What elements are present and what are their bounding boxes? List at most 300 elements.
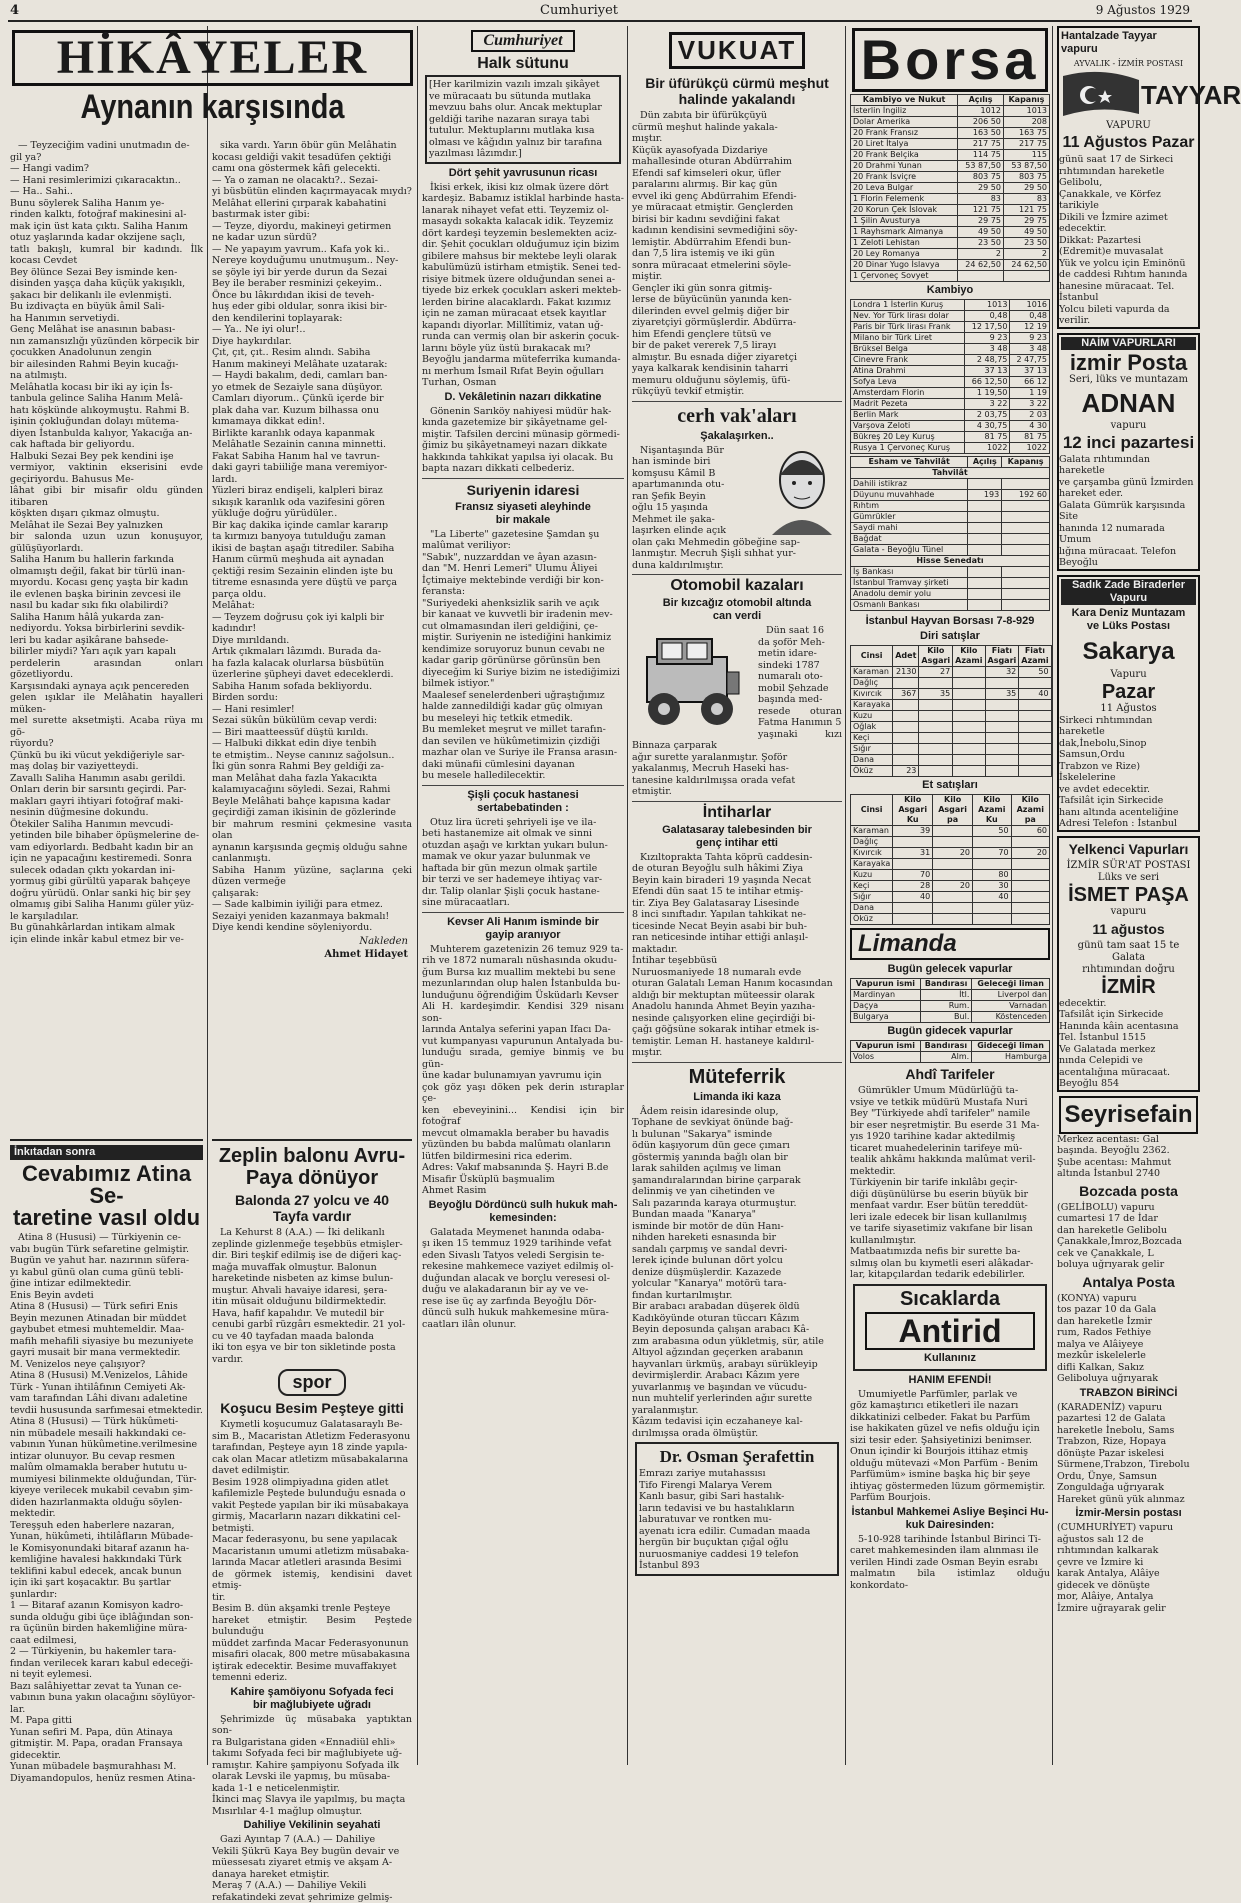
table-row bbox=[851, 578, 1050, 589]
table-header-cell: Adet bbox=[893, 646, 919, 667]
table-cell: Dağlıç bbox=[851, 678, 893, 689]
table-cell: 20 Frank İsviçre bbox=[851, 172, 958, 183]
table-row bbox=[851, 227, 1050, 238]
sisli-title: Şişli çocuk hastanesi sertabebatinden : bbox=[467, 788, 579, 814]
table-cell: Galata - Beyoğlu Tünel bbox=[851, 545, 968, 556]
table-cell: Paris bir Türk lirası Frank bbox=[851, 322, 965, 333]
table-row bbox=[851, 755, 1052, 766]
table-header-cell: Kilo Asgari pa bbox=[933, 795, 973, 826]
muteferrik-text: Âdem reisin idaresinde olup, Tophane de sevkiyat önünde bağ- lı bulunan "Sakarya" isminde ödün kaşıyorum dün gece çımarı göstermiş yanında bağlı olan bir larak sahilden açılmış ve liman şamandıralarından birine çarparak delinmiş ve yan cihetinden ve Salı pazarında karaya oturmuştur. Bundan maada "Kanarya" isminde bir motör de dün Hanı- nihden hareketi esnasında bir sandalı çarpmış ve sandal devri- lerek içinde bulunan dört yolcu denize düşmüşlerdir. Kazazede yolcular "Kanarya" motörü tara- fından kurtarılmıştır. Bir arabacı arabadan düşerek öldü Kadıköyünde oturan tüccarı Kâzım Beyin deposunda çalışan arabacı Kâ- zım arabasına odun yükletmiş, sür, atile Altıyol ağzından geçerken arabanın hayvanları ürkmüş, arabayı sürükleyip devirmişlerdir. Arabacı Kâzım yere yuvarlanmış ve başından ve vücudu- nun muhtelif yerlerinden ağır surette yaralanmıştır. Kâzım tedavisi için eczahaneye kal- dırılmışsa orada ölmüştür. bbox=[632, 1105, 824, 1439]
mahkeme-text: 5-10-928 tarihinde İstanbul Birinci Ti- caret mahkemesinden ilam alınması ile verilen Hindi zade Osman Beyin esrabı malmatın bila istimlaz olduğu konkordato- bbox=[850, 1533, 1050, 1591]
halk-intro: [Her karilmizin vazılı imzalı şikâyet ve müracaatı bu sütunda mutlaka mevzuu bahs olur. Ancak mektuplar geldiği tarihe nazaran sıraya tabi tutulur. Mektuplarını mutlaka kısa olması ve kâğıdın yalnız bir tarafına yazılması lâzımdır.] bbox=[429, 79, 603, 159]
table-cell: 28 bbox=[893, 881, 933, 892]
rule bbox=[422, 912, 624, 913]
gelecek-head bbox=[851, 979, 1050, 990]
kahire-text: Şehrimizde üç müsabaka yaptıktan son- ra Bulgaristana giden «Ennadiül ehli» takımı Sofyada feci bir mağlubiyete uğ- ramıştır. Kahire şampiyonu Sofyada ilk olarak Levski ile yapmış, bu müsaba- kada 1-1 e neticelenmiştir. İkinci maç Slavya ile yapılmış, bu maçta Mısırlılar 4-1 mağlup olmuştur. bbox=[212, 1713, 412, 1817]
table-cell: Cinevre Frank bbox=[851, 355, 965, 366]
table-cell: 2 03,75 bbox=[965, 410, 1010, 421]
et-body bbox=[851, 826, 1050, 925]
credit-label: Nakleden bbox=[359, 935, 408, 947]
esham-label: Tahvilât bbox=[851, 468, 1050, 479]
inkitad-kicker: İnkıtadan sonra bbox=[10, 1145, 203, 1160]
gelecek-title: Bugün gelecek vapurlar bbox=[887, 963, 1013, 975]
table-header-cell: Bandırası bbox=[920, 1041, 972, 1052]
table-cell bbox=[968, 479, 1002, 490]
table-cell: Anadolu demir yolu bbox=[851, 589, 968, 600]
table-row bbox=[851, 490, 1050, 501]
table-cell: 23 50 bbox=[958, 238, 1004, 249]
table-cell bbox=[953, 755, 985, 766]
table-cell: 0,48 bbox=[1010, 311, 1050, 322]
table-cell: Öküz bbox=[851, 766, 893, 777]
doctor-name: Dr. Osman Şerafettin bbox=[659, 1447, 815, 1466]
inkitad-article bbox=[10, 1135, 203, 1784]
shipping-ads-column bbox=[1057, 26, 1241, 1771]
sadik-name: Sakarya bbox=[1082, 637, 1175, 665]
yelkenci-text5: edecektir. Tafsilât için Sirkecide Hanında kâin acentasına Tel. İstanbul 1515 Ve Galatada merkez nında Celepidi ve acentalığına müracaat. Beyoğlu 854 bbox=[1059, 997, 1179, 1089]
table-cell: 83 bbox=[958, 194, 1004, 205]
table-cell bbox=[953, 711, 985, 722]
table-cell: Amsterdam Florin bbox=[851, 388, 965, 399]
otomobil-text: Dün saat 16 da şoför Meh- metin idare- sindeki 1787 numaralı oto- mobil Şehzade başında med- resede oturan Fatma Hanımın 5 yaşınaki kızı Binnaza çarparak ağır surette yaralanmıştır. Şoför yakalanmış, Mecruh Haseki has- tanesine kaldırılmışsa orada vefat etmiştir. bbox=[632, 625, 842, 797]
table-header-cell: Bandırası bbox=[920, 979, 972, 990]
column-rule bbox=[845, 26, 846, 1765]
table-row bbox=[851, 700, 1052, 711]
halk-sub1: Dört şehit yavrusunun ricası bbox=[448, 166, 598, 179]
table-cell bbox=[985, 766, 1019, 777]
th-esham: Esham ve Tahvilât bbox=[851, 457, 968, 468]
cerh-sub: Şakalaşırken.. bbox=[700, 429, 774, 442]
yelkenci-dest: İZMİR bbox=[1101, 975, 1156, 998]
table-cell bbox=[985, 700, 1019, 711]
spor-text: Kıymetli koşucumuz Galatasaraylı Be- sim B., Macaristan Atletizm Federasyonu tarafından, Peşteye ayın 18 zinde yapıla- cak olan Macar atletizm müsabakalarına davet edilmiştir. Besim 1928 olimpiyadına giden atlet kafilemizle Peştede bulunduğu esnada o vakit Peştede yapılan bir iki müsabakaya girmiş, Macarların nazarı dikkatini cel- betmişti. Macar federasyonu, bu sene yapılacak Macaristanın umumi atletizm müsabaka- larında Macar atletleri arasında Besimi de görmek istemiş, kendisini davet etmiş- tir. Besim B. dün akşamki trenle Peşteye hareket etmiştir. Besim Peştede bulunduğu müddet zarfında Macar Federasyonunun misafiri olacak, 800 metre müsabakasına iştirak edecektir. Besime muvaffakıyet temenni ederiz. bbox=[212, 1419, 412, 1683]
table-cell bbox=[973, 903, 1012, 914]
table-cell: 29 75 bbox=[958, 216, 1004, 227]
table-row bbox=[851, 194, 1050, 205]
th-kapanis: Kapanış bbox=[1002, 457, 1050, 468]
table-cell: Bükreş 20 Ley Kuruş bbox=[851, 432, 965, 443]
table-cell: 2 03 bbox=[1010, 410, 1050, 421]
yelkenci-text3: günü tam saat 15 te Galata bbox=[1077, 939, 1180, 963]
rule bbox=[422, 478, 624, 479]
esham-table bbox=[850, 456, 1050, 611]
table-cell: 1022 bbox=[965, 443, 1010, 454]
table-row bbox=[851, 1001, 1050, 1012]
table-cell: 32 bbox=[985, 667, 1019, 678]
table-cell: 1012 bbox=[958, 106, 1004, 117]
table-cell: 20 bbox=[933, 848, 973, 859]
table-cell bbox=[1002, 512, 1050, 523]
th-acilis: Açılış bbox=[968, 457, 1002, 468]
table-cell: Rıhtım bbox=[851, 501, 968, 512]
table-row bbox=[851, 117, 1050, 128]
table-cell: 114 75 bbox=[958, 150, 1004, 161]
antalya-title: Antalya Posta bbox=[1082, 1273, 1175, 1290]
hayvan-head bbox=[851, 646, 1052, 667]
borsa-title: Borsa bbox=[852, 28, 1048, 92]
column-rule bbox=[1052, 26, 1053, 1765]
rule bbox=[632, 574, 842, 575]
table-cell: 803 75 bbox=[1003, 172, 1049, 183]
table-cell: 1 19 bbox=[1010, 388, 1050, 399]
table-cell bbox=[1002, 479, 1050, 490]
table-cell bbox=[1019, 722, 1051, 733]
table-row bbox=[851, 249, 1050, 260]
table-header-cell: Fiatı Azami bbox=[1019, 646, 1051, 667]
table-cell: 53 87,50 bbox=[958, 161, 1004, 172]
et-head bbox=[851, 795, 1050, 826]
table-cell: 24 62,50 bbox=[1003, 260, 1049, 271]
antalya-text: (KONYA) vapuru tos pazar 10 da Gala dan hareketle İzmir rum, Rados Fethiye malya ve Alâiyeye mezkûr iskelelerle difli Kalkan, Sakız Geliboluya uğrıyarak bbox=[1057, 1292, 1159, 1384]
table-row bbox=[851, 271, 1050, 282]
gelecek-table bbox=[850, 978, 1050, 1023]
table-cell bbox=[973, 837, 1012, 848]
table-cell bbox=[953, 722, 985, 733]
table-cell bbox=[1019, 733, 1051, 744]
table-cell bbox=[893, 700, 919, 711]
table-cell bbox=[893, 678, 919, 689]
table-cell: 20 Frank Fransız bbox=[851, 128, 958, 139]
sadik-sub: Kara Deniz Muntazam ve Lüks Postası bbox=[1071, 606, 1186, 632]
table-cell: Keçi bbox=[851, 881, 893, 892]
table-cell: Hamburga bbox=[972, 1052, 1050, 1063]
muteferrik-sub: Limanda iki kaza bbox=[693, 1090, 781, 1103]
table-cell: Karayaka bbox=[851, 859, 893, 870]
table-cell: Sığır bbox=[851, 892, 893, 903]
table-cell: Madrit Pezeta bbox=[851, 399, 965, 410]
table-cell: Oğlak bbox=[851, 722, 893, 733]
table-cell: 121 75 bbox=[1003, 205, 1049, 216]
table-cell: İş Bankası bbox=[851, 567, 968, 578]
table-cell: 20 Ley Romanya bbox=[851, 249, 958, 260]
sadik-date: 11 Ağustos bbox=[1100, 702, 1157, 714]
story-text-2: sika vardı. Yarın öbür gün Melâhatin kocası geldiği vakit tesadüfen çektiği camı ona göstermek kâfi gelecekti. — Ya o zaman ne olacaktı?.. Sezai- yi büsbütün elinden kaçırmayacak mıydı? Melâhat ellerini çırparak kabahatini bastırmak ister gibi: — Teyze, diyordu, makineyi getirmen ne kadar uzun sürdü? — Ne yapayım yavrum.. Kafa yok ki.. Nereye koyduğumu unutmuşum.. Ney- se şöyle iyi bir yerde durun da Sezai Bey ile beraber resminizi çekeyim.. Önce bu lâkırdıdan ikisi de teveh- huş eder gibi oldular, sonra ikisi bir- den kendilerini toplayarak: — Ya.. Ne iyi olur!.. Diye haykırdılar. Çıt, çıt, çıt.. Resim alındı. Sabiha Hanım makineyi Melâhate uzatarak: — Haydi bakalım, dedi, camları ban- yo etmek de Sezaiyle sana düşüyor. Camları diyorum.. Çünkü içerde bir plak daha var. Kuzum bilhassa onu kımamaya dikkat edin!. Birlikte karanlık odaya kapanmak Melâhatle Sezainin canına minnetti. Fakat Sabiha Hanım hal ve tavrun- daki gayri tabiiliğe mana veremiyor- lardı. Yüzleri biraz endişeli, kalpleri biraz sıkışık karanlık oda vazifesini gören yükluğe doğru yürüdüler.. Bir kaç dakika içinde camlar kararıp ta kırmızı banyoya tutulduğu zaman ikisi de baştan aşağı titrediler. Sabiha Hanım cürmü meşhuda ait aynadan çektiği resim Sezainin elinden işte bu titreme esnasında yere düştü ve parça parça oldu. Melâhat: — Teyzem doğrusu çok iyi kalpli bir kadındır! Diye mırıldandı. Artık çıkmaları lâzımdı. Burada da- ha fazla kalacak olurlarsa büsbütün üzerlerine şüpheyi davet edeceklerdi. Sabiha Hanım sofada bekliyordu. Birden sordu: — Hani resimler! Sezai sükûn bükülüm cevap verdi: — Biri maatteessüf düştü kırıldı. — Halbuki dikkat edin diye tenbih te etmiştim.. Neyse canınız sağolsun.. İki gün sonra Rahmi Bey geldiği za- man Melâhat daha fazla Yakacıkta kalamıyacağını söyledi. Sezai, Rahmi Beyle Melâhati bahçe kapısına kadar geçirdiği zaman ikisinin de gözlerinde bir mahrum resmini çekmesine vasıta olan aynanın karşısında geçmiş olduğu sahne canlanmıştı. Sabiha Hanım yüzüne, saçlarına çeki düzen vermeğe çalışarak: — Sade kalbimin iyiliği para etmez. Sezaiyi yeniden kazanmaya bakmalı! Diye kendi kendine söyleniyordu. bbox=[212, 140, 412, 933]
cerh-text: Nişantaşında Bür han isminde biri komşusu Kâmil B apartımanında otu- ran Şefik Beyin oğlu 15 yaşında Mehmet ile şaka- laşırken elinde açık olan çakı Mehmedin göbeğine sap- lanmıştır. Mecruh Şişli sıhhat yur- duna kaldırılmıştır. bbox=[632, 444, 800, 571]
table-cell bbox=[1002, 567, 1050, 578]
table-cell: 20 Korun Çek İslovak bbox=[851, 205, 958, 216]
table-cell bbox=[933, 837, 973, 848]
table-cell: 163 50 bbox=[958, 128, 1004, 139]
table-header-cell: Geleceği liman bbox=[972, 979, 1050, 990]
table-cell: 803 75 bbox=[958, 172, 1004, 183]
table-row bbox=[851, 744, 1052, 755]
kambiyo2-table bbox=[850, 299, 1050, 454]
table-cell bbox=[893, 859, 933, 870]
table-cell: 3 22 bbox=[965, 399, 1010, 410]
table-cell: 2 bbox=[958, 249, 1004, 260]
limanda-title: Limanda bbox=[850, 928, 1050, 960]
table-cell: Rusya 1 Çervoneç Kuruş bbox=[851, 443, 965, 454]
table-cell bbox=[1011, 903, 1049, 914]
table-row bbox=[851, 501, 1050, 512]
table-cell bbox=[985, 755, 1019, 766]
table-row bbox=[851, 589, 1050, 600]
table-row bbox=[851, 722, 1052, 733]
table-cell: Kuzu bbox=[851, 711, 893, 722]
naim-date: 12 inci pazartesi bbox=[1062, 432, 1195, 452]
zeplin-subtitle: Balonda 27 yolcu ve 40 Tayfa vardır bbox=[234, 1192, 390, 1224]
hisse-label: Hisse Senedatı bbox=[851, 556, 1050, 567]
table-row bbox=[851, 534, 1050, 545]
issue-date: 9 Ağustos 1929 bbox=[1095, 3, 1190, 17]
zeplin-spor bbox=[212, 1135, 412, 1903]
table-cell: 4 30,75 bbox=[965, 421, 1010, 432]
table-cell: 1022 bbox=[1010, 443, 1050, 454]
table-cell bbox=[1011, 892, 1049, 903]
table-cell bbox=[968, 523, 1002, 534]
table-cell bbox=[1002, 600, 1050, 611]
sadik-sub2: Vapuru bbox=[1110, 668, 1147, 680]
table-cell: 12 17,50 bbox=[965, 322, 1010, 333]
hanim-text: Umumiyetle Parfümler, parlak ve göz kamaştırıcı etiketleri ile nazarı dikkatinizi celbeder. Fakat bu Parfüm ise hakikaten güzel ve nefis olduğu için sizi tesir eder. Şahsiyetinizi benimser. Onun içindir ki Bourjois ittihaz etmiş olduğu mütevazi «Mon Parfüm - Benim Parfümüm» ismine başka hiç bir şeye ihtiyaç göstermeden lüzum görmemiştir. Parfüm Bourjois. bbox=[850, 1388, 1046, 1503]
suriye-subtitle: Fransız siyaseti aleyhinde bir makale bbox=[455, 500, 591, 526]
table-cell bbox=[1002, 501, 1050, 512]
ahdi-text: Gümrükler Umum Müdürlüğü ta- vsiye ve tetkik müdürü Mustafa Nuri Bey "Türkiyede ahdî tarifeler" namile bir eser neşretmiştir. Bu eserde 31 Ma- yıs 1920 tarihine kadar aktedilmiş ticaret muahedelerinin tarifeye mü- tealik ahkâmı hakkında malûmat veril- mektedir. Türkiyenin bir tarife inkılâbı geçir- diği düşünülürse bu eserin büyük bir menfaat vardır. Eser bütün tereddüt- leri izale edecek bir lisan kullanılmış ve tarife siyasetimiz vakıfane bir lisan kullanılmıştır. Matbaatımızda nefis bir surette ba- sılmış olan bu kıymetli eseri alâkadar- lar, kitapçılardan tedarik edebilirler. bbox=[850, 1085, 1040, 1280]
table-row bbox=[851, 106, 1050, 117]
table-cell: 121 75 bbox=[958, 205, 1004, 216]
trabzon-text: (KARADENİZ) vapuru pazartesi 12 de Galata hareketle İnebolu, Sams Trabzon, Rize, Hopaya dönüşte Pazar iskelesi Sürmene,Trabzon, Tirebolu Ordu, Ünye, Samsun Zonguldağa uğrıyarak Hareket günü yük alınmaz bbox=[1057, 1401, 1190, 1505]
table-header-cell: Cinsi bbox=[851, 646, 893, 667]
column-rule bbox=[417, 26, 418, 1765]
et-title: Et satışları bbox=[922, 779, 978, 791]
yelkenci-text2: vapuru bbox=[1110, 905, 1147, 917]
table-cell: Karaman bbox=[851, 826, 893, 837]
table-row bbox=[851, 512, 1050, 523]
kambiyo2-body bbox=[851, 300, 1050, 454]
otomobil-sub: Bir kızcağız otomobil altında can verdi bbox=[662, 597, 812, 622]
table-row bbox=[851, 914, 1050, 925]
table-cell: 367 bbox=[893, 689, 919, 700]
trabzon-title: TRABZON BİRİNCİ bbox=[1079, 1386, 1178, 1399]
table-cell bbox=[933, 914, 973, 925]
table-cell bbox=[985, 733, 1019, 744]
table-row bbox=[851, 344, 1050, 355]
table-cell: 217 75 bbox=[958, 139, 1004, 150]
table-cell bbox=[1002, 578, 1050, 589]
antirid-title: Sıcaklarda bbox=[899, 1287, 1001, 1310]
table-cell bbox=[1019, 700, 1051, 711]
table-cell: Dağlıç bbox=[851, 837, 893, 848]
table-row bbox=[851, 300, 1050, 311]
hanim-title: HANIM EFENDİ! bbox=[908, 1373, 992, 1386]
table-cell: 40 bbox=[973, 892, 1012, 903]
table-cell: Rum. bbox=[920, 1001, 972, 1012]
table-row bbox=[851, 150, 1050, 161]
table-cell: Sığır bbox=[851, 744, 893, 755]
yelkenci-text1: Lüks ve seri bbox=[1097, 871, 1160, 883]
table-cell bbox=[968, 545, 1002, 556]
section-title: HİKÂYELER bbox=[12, 30, 413, 86]
table-cell bbox=[919, 744, 953, 755]
sadik-title: Sadık Zade Biraderler Vapuru bbox=[1061, 579, 1196, 605]
table-cell: 1016 bbox=[1010, 300, 1050, 311]
table-header-cell: Vapurun ismi bbox=[851, 1041, 921, 1052]
table-header-cell: Vapurun ismi bbox=[851, 979, 921, 990]
spor-title: Koşucu Besim Peşteye gitti bbox=[220, 1400, 404, 1416]
table-cell: Nev. Yor Türk lirası dolar bbox=[851, 311, 965, 322]
table-row bbox=[851, 366, 1050, 377]
intihar-sub: Galatasaray talebesinden bir genç intihar etti bbox=[662, 823, 812, 849]
table-row bbox=[851, 881, 1050, 892]
table-cell: 20 Liret İtalya bbox=[851, 139, 958, 150]
table-cell: Öküz bbox=[851, 914, 893, 925]
vukuat-logo: VUKUAT bbox=[669, 32, 805, 69]
table-cell: 2 bbox=[1003, 249, 1049, 260]
table-row bbox=[851, 837, 1050, 848]
table-cell: 20 Dinar Yugo İslavya bbox=[851, 260, 958, 271]
otomobil-title: Otomobil kazaları bbox=[670, 577, 804, 594]
muteferrik-title: Müteferrik bbox=[688, 1065, 786, 1088]
table-cell bbox=[1019, 678, 1051, 689]
gelecek-body bbox=[851, 990, 1050, 1023]
beyoglu-text: Galatada Meymenet hanında odaba- şı iken 15 temmuz 1929 tarihinde vefat eden Sivaslı Tatyos veledi Sergisin te- rekesine mahkemece vaziyet edilmiş ol- duğundan alacak ve borçlu veresesi ol- duğu ve alakadaranın bir ay ve ve- rese ise üç ay zarfında Beyoğlu Dör- düncü sulh hukuk mahkemesine müra- caatları ilân olunur. bbox=[422, 1226, 614, 1330]
table-cell bbox=[958, 271, 1004, 282]
table-cell: 24 62,50 bbox=[958, 260, 1004, 271]
table-cell bbox=[933, 870, 973, 881]
table-cell bbox=[893, 711, 919, 722]
table-header-cell: Kilo Azami Ku bbox=[973, 795, 1012, 826]
table-row bbox=[851, 128, 1050, 139]
halk-text2: Gönenin Sarıköy nahiyesi müdür hak- kında gazetemize bir şikâyetname gel- miştir. Tafsilen dercini münasip görmedi- ğimiz bu şikâyetnameyi nazarı dikkate hakkında tahkikat yapılsa iyi olacak. Bu bapta nazarı dikkati celbederiz. bbox=[422, 405, 620, 474]
naim-title: NAİM VAPURLARI bbox=[1061, 337, 1196, 350]
table-cell: Londra 1 İsterlin Kuruş bbox=[851, 300, 965, 311]
table-row bbox=[851, 567, 1050, 578]
ufurukcu-title: Bir üfürükçü cürmü meşhut halinde yakalandı bbox=[645, 75, 829, 107]
ufurukcu-text: Dün zabıta bir üfürükçüyü cürmü meşhut halinde yakala- mıştır. Küçük ayasofyada Dizdariye mahallesinde oturan Abdürrahim Efendi saf kimseleri okur, üfler paralarını alırmış. Bir kaç gün evvel iki genç Abdürrahim Efendi- ye müracaat etmiştir. Gençlerden birisi bir kadını sevdiğini fakat kadının kendisini sevmediğini söy- lemiştir. Abdürrahim Efendi bun- dan 7,5 lira istemiş ve iki gün sonra müracaat etmelerini söyle- miştir. Gençler iki gün sonra gitmiş- lerse de büyücünün yanında ken- dilerinden evvel gelmiş diğer bir ziyaretçiyi görmüşlerdir. Abdürra- him Efendi gençlere tütsü ve bir de paket vererek 7,5 lirayı almıştır. Bu esnada diğer ziyaretçi yaya kalkarak kendisinin taharri memuru olduğunu söylemiş, üfü- rükçüyü tevkif etmiştir. bbox=[632, 110, 798, 397]
table-cell: Alm. bbox=[920, 1052, 972, 1063]
gidecek-head bbox=[851, 1041, 1050, 1052]
naim-name: ADNAN bbox=[1081, 387, 1176, 418]
table-cell bbox=[953, 766, 985, 777]
sadik-day: Pazar bbox=[1101, 680, 1156, 703]
table-cell: İtl. bbox=[920, 990, 972, 1001]
table-row bbox=[851, 172, 1050, 183]
table-cell: 27 bbox=[919, 667, 953, 678]
table-cell: 50 bbox=[973, 826, 1012, 837]
table-cell: 1 Çervoneç Sovyet bbox=[851, 271, 958, 282]
table-row bbox=[851, 377, 1050, 388]
halk-logo: Cumhuriyet bbox=[471, 30, 574, 52]
table-cell bbox=[1002, 523, 1050, 534]
table-row bbox=[851, 322, 1050, 333]
table-cell: 20 bbox=[933, 881, 973, 892]
table-row bbox=[851, 355, 1050, 366]
table-cell: Kıvırcık bbox=[851, 848, 893, 859]
bozcada-text: (GELİBOLU) vapuru cumartesi 17 de İdar dan hareketle Gelibolu Çanakkale,İmroz,Bozcada cek ve Çanakkale, L boluya uğrıyarak gelir bbox=[1057, 1201, 1183, 1270]
halk-sutunu-column bbox=[422, 26, 624, 1766]
table-cell bbox=[1019, 766, 1051, 777]
table-cell bbox=[919, 711, 953, 722]
table-cell: 60 bbox=[1011, 826, 1049, 837]
intihar-text: Kızıltoprakta Tahta köprü caddesin- de oturan Beyoğlu sulh hâkimi Ziya Beyin kain biraderi 19 yaşında Necat Efendi dün saat 15 te intihar etmiş- tir. Ziya Bey Galatasaray Lisesinde 8 inci sınıftadır. Yapılan tahkikat ne- ticesinde Necat Beyin asabi bir buh- ran neticesinde intihar ettiği anlaşıl- maktadır. İntihar teşebbüsü Nuruosmaniyede 18 numaralı evde oturan Galatalı Leman Hanım kocasından aldığı bir mektuptan müteessir olarak Anadolu hanında Ahmet Beyin yazıha- nesinde çalışyorken eline geçirdiği bi- çağı göğsüne sokarak intihar etmek is- temiştir. Leman H. hastaneye kaldırıl- mıştır. bbox=[632, 851, 833, 1058]
table-row bbox=[851, 238, 1050, 249]
table-cell: 40 bbox=[893, 892, 933, 903]
table-cell bbox=[968, 578, 1002, 589]
table-cell bbox=[1019, 711, 1051, 722]
rule bbox=[632, 801, 842, 802]
table-cell bbox=[919, 733, 953, 744]
table-cell bbox=[953, 744, 985, 755]
th-kapanis: Kapanış bbox=[1003, 95, 1049, 106]
table-row bbox=[851, 1052, 1050, 1063]
table-row bbox=[851, 388, 1050, 399]
table-cell bbox=[968, 600, 1002, 611]
table-cell: Varnadan bbox=[972, 1001, 1050, 1012]
table-cell: 1 Zeloti Lehistan bbox=[851, 238, 958, 249]
table-row bbox=[851, 990, 1050, 1001]
table-cell: 1 Rayhsmark Almanya bbox=[851, 227, 958, 238]
table-row bbox=[851, 689, 1052, 700]
inkitad-title: Cevabımız Atina Se- taretine vasıl oldu bbox=[12, 1161, 201, 1230]
table-cell bbox=[933, 859, 973, 870]
halk-text1: İkisi erkek, ikisi kız olmak üzere dört kardeşiz. Babamız istiklal harbinde hasta- lanarak nihayet vefat etti. Teyzemiz ol- masaydı sokakta kalacak idik. Teyzemiz dört kardeşi teyzemin beslemekten aciz- dir. Şehit çocukları olduğumuz için bizim gibilere mahsus bir mektebe leyli olarak kabulümüzü istirham etmiştik. Senei ted- risiye bitmek üzere olduğundan senei a- tiyede biz erkek çocukları askeri mekteb- lerden birine alacaklardı. Fakat kızımız için ne zaman müracaat etsek kayıtlar kapandı diyorlar. Millîtimiz, vatan uğ- runda can vermiş olan bir askerin çocuk- larını böyle yüz üstü bırakacak mı? Beyoğlu jandarma müteferrika kumanda- nı merhum İsmail Rıfat Beyin oğulları Turhan, Osman bbox=[422, 181, 625, 388]
table-cell: Dana bbox=[851, 903, 893, 914]
table-cell bbox=[968, 534, 1002, 545]
antirid-name: Antirid bbox=[865, 1312, 1035, 1350]
hayvan-table bbox=[850, 645, 1052, 777]
kambiyo-body bbox=[851, 106, 1050, 282]
table-row bbox=[851, 399, 1050, 410]
table-cell bbox=[968, 589, 1002, 600]
table-cell: 35 bbox=[919, 689, 953, 700]
hayvan-body bbox=[851, 667, 1052, 777]
gidecek-table bbox=[850, 1040, 1050, 1063]
table-cell bbox=[893, 755, 919, 766]
table-cell: Karaman bbox=[851, 667, 893, 678]
table-cell bbox=[1011, 837, 1049, 848]
table-row bbox=[851, 733, 1052, 744]
seyrisefain-text: Merkez acentası: Gal başında. Beyoğlu 2362. Şube acentası: Mahmut altında İstanbul 2740 bbox=[1057, 1133, 1172, 1179]
table-cell bbox=[893, 722, 919, 733]
naim-text1: Seri, lüks ve muntazam bbox=[1069, 373, 1188, 385]
table-cell: 31 bbox=[893, 848, 933, 859]
table-row bbox=[851, 859, 1050, 870]
table-row bbox=[851, 443, 1050, 454]
table-cell: Keçi bbox=[851, 733, 893, 744]
table-row bbox=[851, 766, 1052, 777]
hikayeler-header bbox=[10, 26, 415, 156]
credit: Ahmet Hidayet bbox=[324, 948, 408, 960]
rule bbox=[422, 785, 624, 786]
table-header-cell: Cinsi bbox=[851, 795, 893, 826]
table-row bbox=[851, 410, 1050, 421]
table-cell: Kıvırcık bbox=[851, 689, 893, 700]
table-cell: 208 bbox=[1003, 117, 1049, 128]
table-cell bbox=[1002, 534, 1050, 545]
table-cell: 1 Florin Felemenk bbox=[851, 194, 958, 205]
hantal-text: günü saat 17 de Sirkeci rıhtımından hareketle Gelibolu, Çanakkale, ve Körfez tarikiyle Dikili ve İzmire azimet edecektir. Dikkat: Pazartesi (Edremit)e muvasalat Yük ve yolcu için Eminönü de caddesi Rıhtım hanında hanesine müracaat. Tel. İstanbul Yolcu bileti vapurda da verilir. bbox=[1059, 154, 1188, 326]
table-cell: Saydi mahi bbox=[851, 523, 968, 534]
borsa-column bbox=[850, 26, 1050, 1766]
table-cell bbox=[1011, 870, 1049, 881]
story-text-1: — Teyzeciğim vadini unutmadın de- gil ya? — Hangi vadim? — Hani resimlerimizi çıkaracaktın.. — Ha.. Sahi.. Bunu söylerek Saliha Hanım ye- rinden kalktı, fotoğraf makinesini al- mak için üst kata çıktı. Saliha Hanım otuz yaşlarında kadar okzijene saçlı, tatlı bakışlı, kumral bir kadındı. İlk kocası Cevdet Bey ölünce Sezai Bey isminde ken- disinden yaşça daha küçük yakışıklı, şakacı bir delikanlı ile evlenmişti. Bu izdivaçta en büyük âmil Sali- ha Hanımın servetiydi. Genç Melâhat ise anasının babası- nın zamansızlığı yüzünden körpecik bir çocukken Anadolunun zengin bir ailesinden Rahmi Beyin kucağı- na atılmıştı. Melâhatla kocası bir iki ay için İs- tanbula gelince Saliha Hanım Melâ- hatı köşkünde alıkoymuştu. Rahmi B. işinin çokluğundan dolayı mütema- diyen İstanbulda kalıyor, Yakacığa an- cak haftada bir geliyordu. Halbuki Sezai Bey pek kendini işe vermiyor, vaktinin ekserisini evde geçiriyordu. Bahusus Me- lâhat gibi bir misafir oldu günden itibaren köşkten dışarı çıkmaz olmuştu. Melâhat ile Sezai Bey yalnızken bir salonda uzun uzun konuşuyor, gülüşüyorlardı. Saliha Hanım bu hallerin farkında olmamıştı değil, fakat bir türlü inan- mıyordu. Kocası genç yaşta bir kadın ile evlenen başka birinin zevcesi ile nasıl bu kadar sıkı fıkı olabilirdi? Saliha Hanım hâlâ yukarda zan- nediyordu. Yoksa birbirlerini sevdik- leri bu kadar aşikârane bahsede- bilirler miydi? Yarı açık yarı kapalı perdelerin arasından onları gözetliyordu. Karşısındaki aynaya açık pencereden gelen ışıklar ile Melâhatin hayalleri müken- mel surette aksetmişti. Acaba rüya mı gö- rüyordu? Çünkü bu iki vücut yekdiğeriyle sar- maş dolaş bir vaziyetteydi. Zavallı Saliha Hanımın asabı gerildi. Onları derin bir sarsıntı geçirdi. Par- makları gayri ihtiyari fotoğraf maki- nesinin düğmesine dokundu. Ötekiler Saliha Hanımın mevcudi- yetinden bile bihaber öpüşmelerine de- vam ediyorlardı. Bedbaht kadın bir an için ne yapacağını kestiremedi. Sonra sulecek odadan çıktı yokardan ini- yormuş gibi gürültü yaparak bahçeye doğru yürüdü. Onlar sanki hiç bir şey olmamış gibi Saliha Hanımı güler yüz- le karşıladılar. Bu günahkârlardan intikam almak için elinde inkâr kabul etmez bir ve- bbox=[10, 140, 203, 945]
table-cell: 163 75 bbox=[1003, 128, 1049, 139]
table-cell: Dolar Amerika bbox=[851, 117, 958, 128]
table-cell: Bul. bbox=[920, 1012, 972, 1023]
table-cell: İsterlin İngiliz bbox=[851, 106, 958, 117]
table-cell bbox=[1003, 271, 1049, 282]
table-cell bbox=[893, 744, 919, 755]
izmir-title: İzmir-Mersin postası bbox=[1075, 1507, 1182, 1519]
zeplin-text: La Kehurst 8 (A.A.) — İki delikanlı zeplinde gizlenmeğe teşebbüs etmişler- dir. Biri teşkif edilmiş ise de diğeri kaç- mağa muvaffak olmuştur. Balonun hareketinde nisbeten az kimse bulun- muştur. Ahvali havaiye idaresi, şera- itin müsait olduğunu bildirmektedir. Hava, hafif kapalıdır. Ve mutedil bir cenubi garbî rüzgârı esmektedir. 21 yol- cu ve 40 tayfadan maada balonda iki ton eşya ve bir ton sikletinde posta vardır. bbox=[212, 1227, 406, 1365]
hantal-sub: VAPURU bbox=[1106, 120, 1151, 131]
kevser-title: Kevser Ali Hanım isminde bir gayip aranıyor bbox=[447, 915, 599, 941]
story-title: Aynanın karşısında bbox=[80, 88, 345, 126]
yelkenci-date: 11 ağustos bbox=[1092, 920, 1165, 937]
table-cell: 1 Şilin Avusturya bbox=[851, 216, 958, 227]
table-cell: Liverpol dan bbox=[972, 990, 1050, 1001]
kevser-text: Muhterem gazetenizin 26 temuz 929 ta- rih ve 1872 numaralı nüshasında okudu- ğum Bursa kız muallim mektebi bu sene mezunlarından olup halen İstanbulda bu- lunduğunu öğrendiğim Üsküdarlı Kevser Ali H. kardeşimdir. Kendisi 329 nisanı son- larında Antalya seferini yapan Ifacı Da- vut kumpanyası vapurunun Antalyada bu- lunduğu sırada, gemiye binmiş ve bu gün- üne kadar bulunamıyan yavrumu için çok göz yaşı döken pek derin ıstıraplar çe- ken ebeveyinini... Kendisi için bir fotoğraf mevcut olmamakla beraber bu havadis yüzünden bu babda malûmatı olanların lütfen bildirmesini rica ederim. Adres: Vakıf mabsanında Ş. Hayri B.de Misafir Üsküplü başmualim Ahmet Rasim bbox=[422, 943, 624, 1196]
